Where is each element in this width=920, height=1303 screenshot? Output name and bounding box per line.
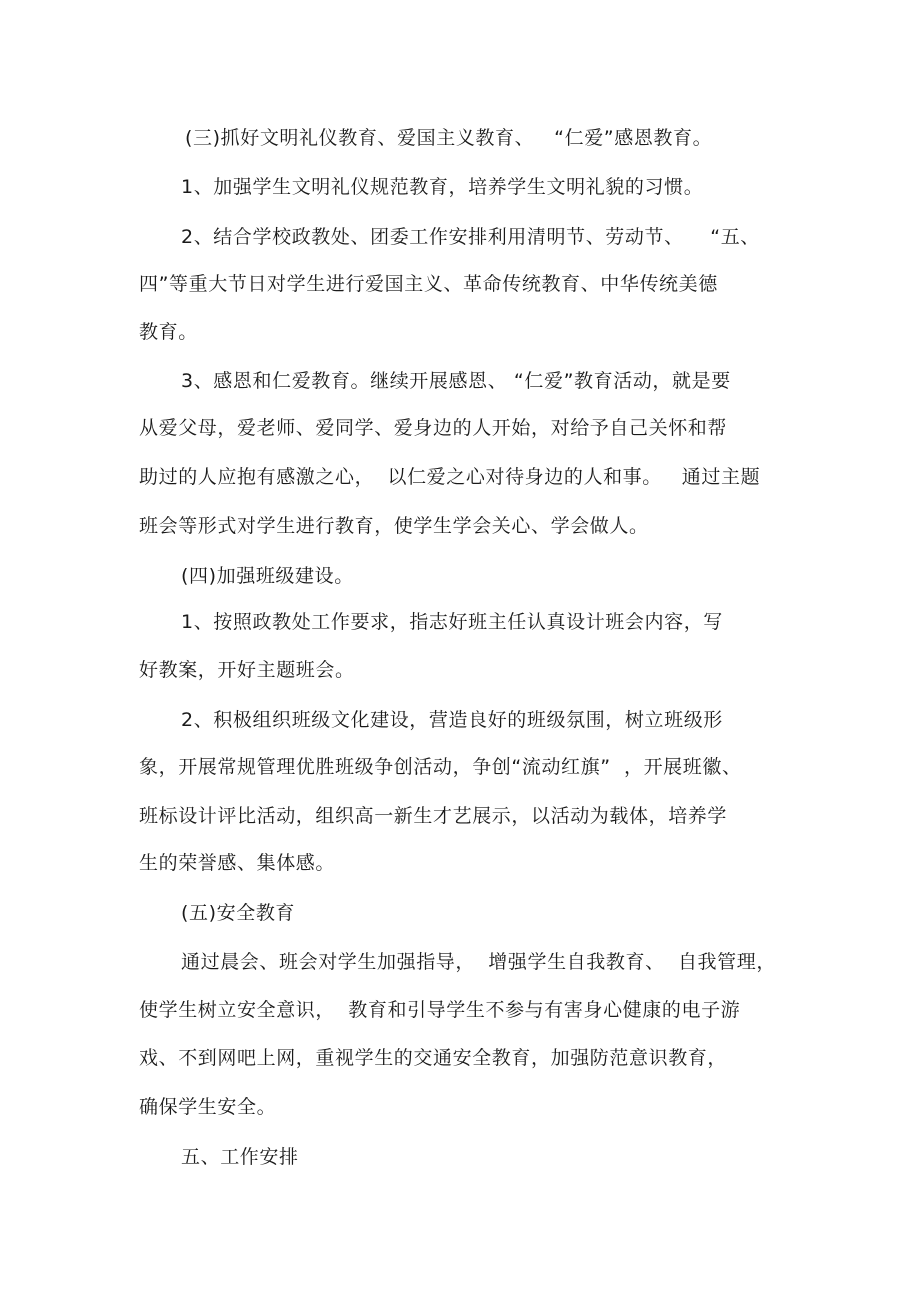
paragraph-line: 1、加强学生文明礼仪规范教育，培养学生文明礼貌的习惯。 <box>181 176 704 198</box>
chapter-heading-work-arrangement: 五、工作安排 <box>181 1146 299 1168</box>
paragraph-line: 助过的人应抱有感激之心， 以仁爱之心对待身边的人和事。 通过主题 <box>139 466 761 488</box>
section-heading-three: (三)抓好文明礼仪教育、爱国主义教育、 “仁爱”感恩教育。 <box>185 127 713 149</box>
paragraph-line: 好教案，开好主题班会。 <box>139 659 355 681</box>
paragraph-line: 确保学生安全。 <box>139 1096 277 1118</box>
paragraph-line: 从爱父母，爱老师、爱同学、爱身边的人开始，对给予自己关怀和帮 <box>139 417 728 439</box>
paragraph-line: 象，开展常规管理优胜班级争创活动，争创“流动红旗” ，开展班徽、 <box>139 756 742 778</box>
paragraph-line: 教育。 <box>139 321 198 343</box>
paragraph-line: 3、感恩和仁爱教育。继续开展感恩、 “仁爱”教育活动，就是要 <box>181 370 731 392</box>
paragraph-line: 2、结合学校政教处、团委工作安排利用清明节、劳动节、 “五、 <box>181 226 760 248</box>
paragraph-line: 班标设计评比活动，组织高一新生才艺展示，以活动为载体，培养学 <box>139 805 728 827</box>
section-heading-five: (五)安全教育 <box>181 902 296 924</box>
paragraph-line: 通过晨会、班会对学生加强指导， 增强学生自我教育、 自我管理， <box>181 951 776 973</box>
paragraph-line: 使学生树立安全意识， 教育和引导学生不参与有害身心健康的电子游 <box>139 999 741 1021</box>
paragraph-line: 1、按照政教处工作要求，指志好班主任认真设计班会内容，写 <box>181 611 723 633</box>
paragraph-line: 班会等形式对学生进行教育，使学生学会关心、学会做人。 <box>139 515 649 537</box>
paragraph-line: 戏、不到网吧上网，重视学生的交通安全教育，加强防范意识教育， <box>139 1047 728 1069</box>
section-heading-four: (四)加强班级建设。 <box>181 565 354 587</box>
paragraph-line: 四”等重大节日对学生进行爱国主义、革命传统教育、中华传统美德 <box>139 273 718 295</box>
paragraph-line: 2、积极组织班级文化建设，营造良好的班级氛围，树立班级形 <box>181 709 723 731</box>
paragraph-line: 生的荣誉感、集体感。 <box>139 852 336 874</box>
